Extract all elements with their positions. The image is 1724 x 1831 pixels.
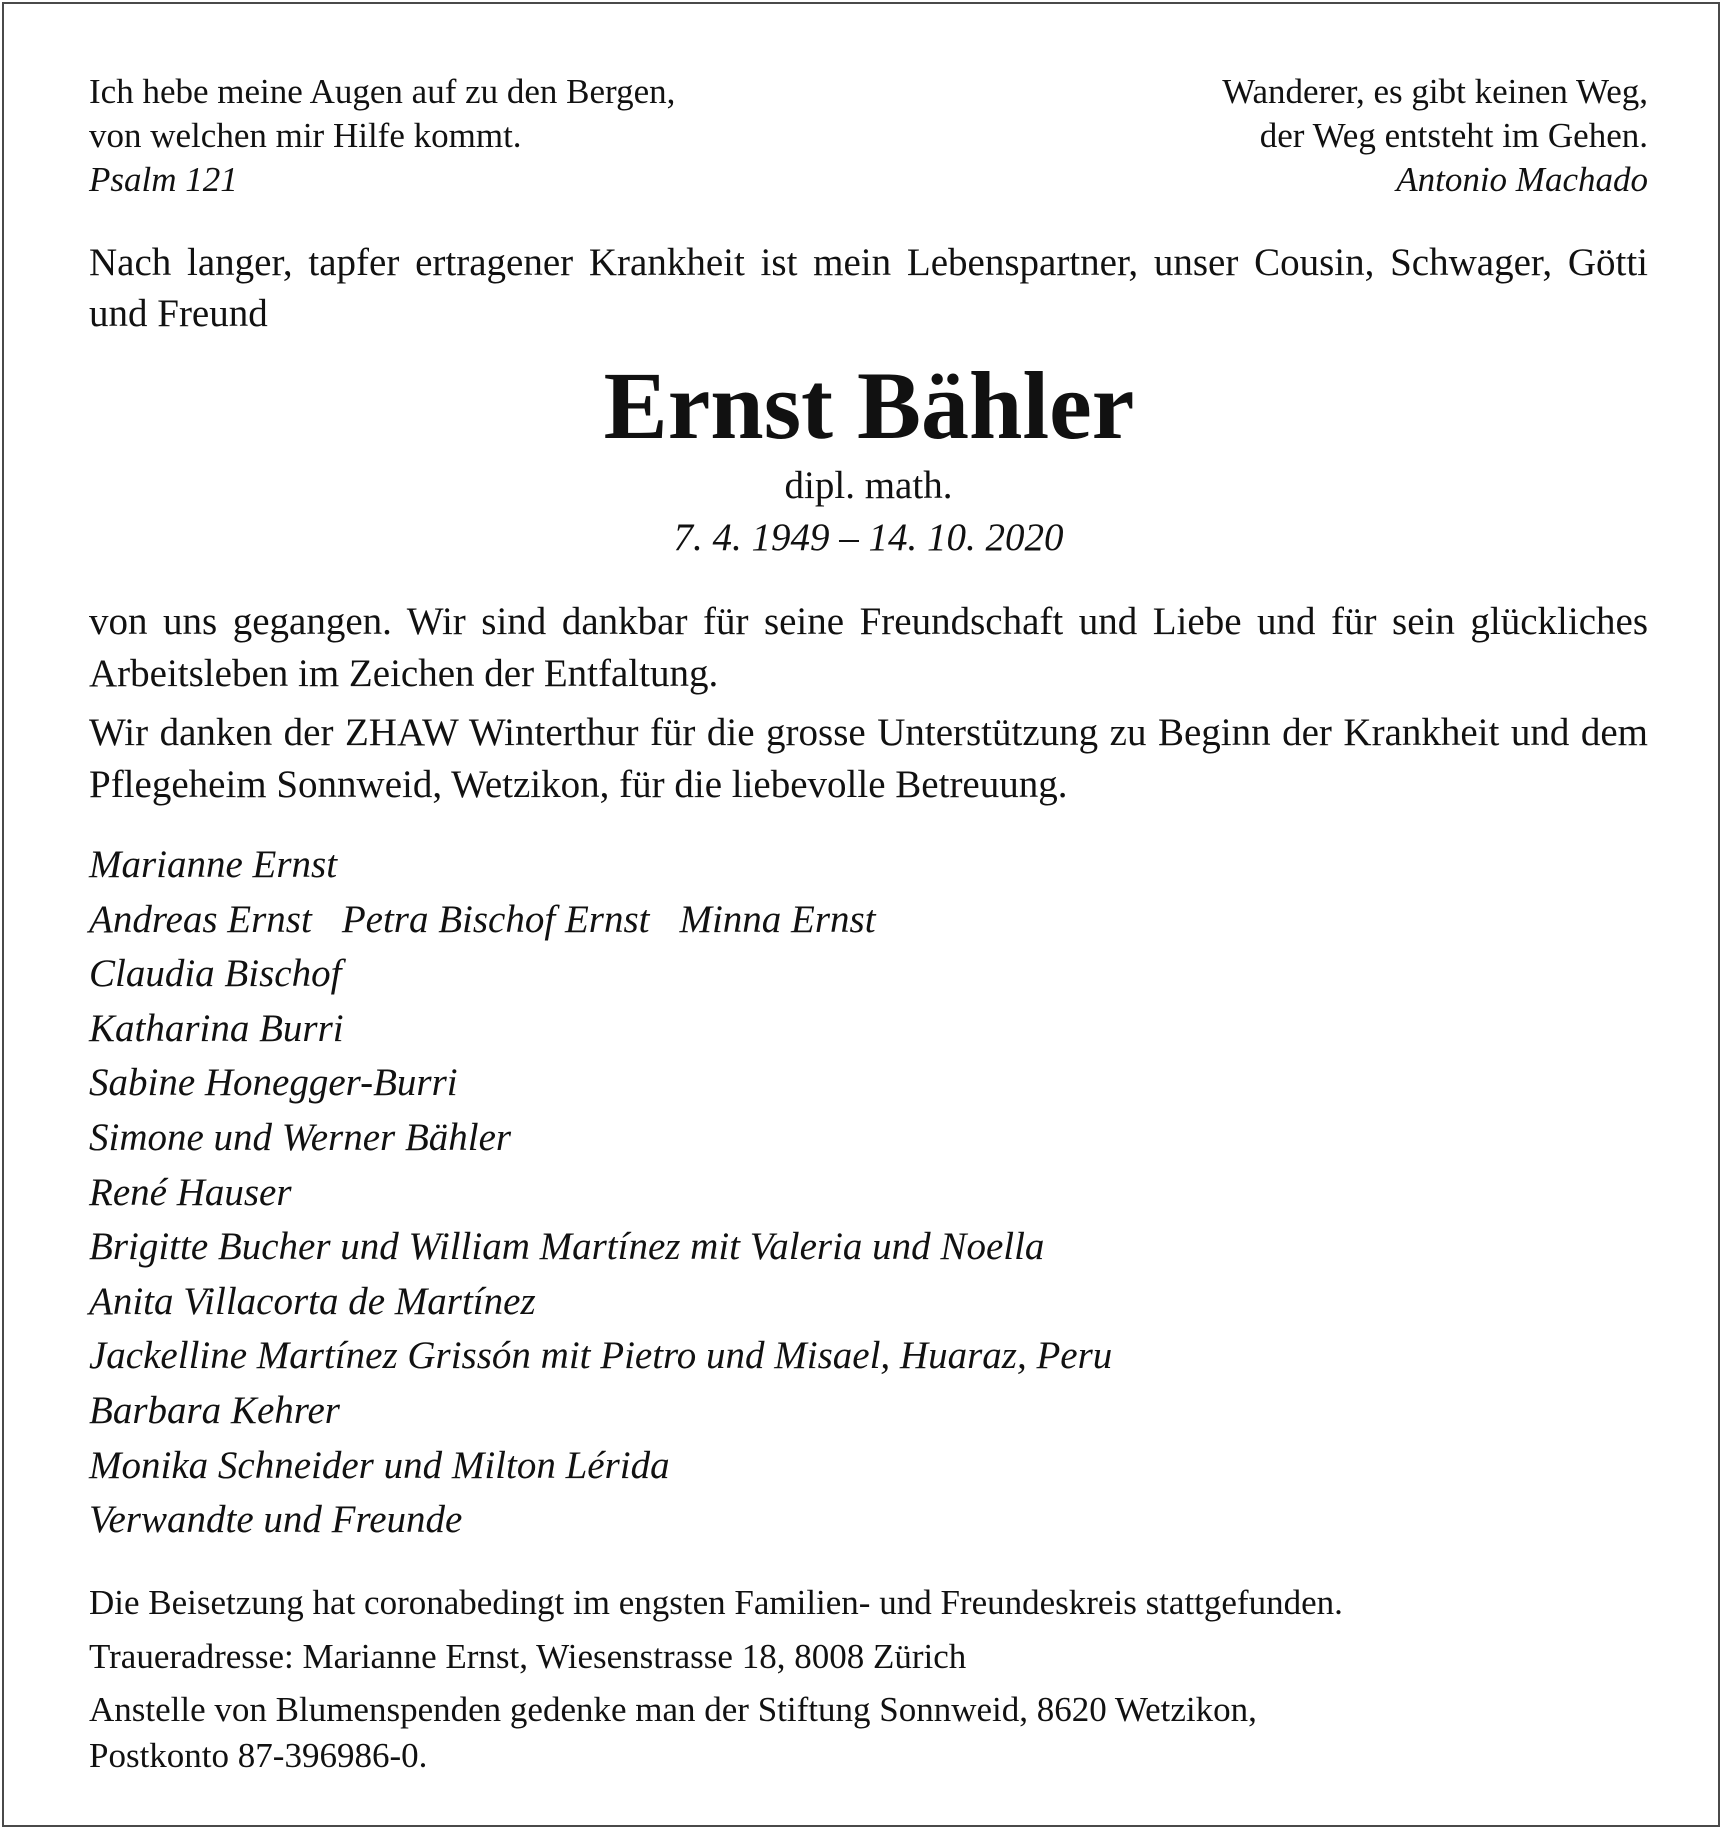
list-item — [89, 893, 1112, 948]
burial-note: Die Beisetzung hat coronabedingt im engsten Familien- und Freundeskreis stattgefunden. — [89, 1583, 1343, 1622]
postal-account: Postkonto 87-396986-0. — [89, 1736, 428, 1775]
quote-line: von welchen mir Hilfe kommt. — [89, 116, 522, 155]
list-item: Simone und Werner Bähler — [89, 1115, 512, 1159]
donation-note — [89, 1687, 1257, 1779]
mourning-address: Traueradresse: Marianne Ernst, Wiesenstrasse 18, 8008 Zürich — [89, 1637, 967, 1676]
intro-paragraph: Nach langer, tapfer ertragener Krankheit ist mein Lebenspartner, unser Cousin, Schwager, Götti und Freund — [89, 241, 1648, 335]
list-item: Monika Schneider und Milton Lérida — [89, 1443, 670, 1487]
deceased-name: Ernst Bähler — [603, 352, 1135, 459]
list-item: René Hauser — [89, 1170, 292, 1214]
machado-quote — [1222, 70, 1648, 202]
epigraph-quotes — [89, 70, 1648, 202]
list-item: Claudia Bischof — [89, 952, 342, 996]
list-item: Anita Villacorta de Martínez — [89, 1279, 536, 1323]
list-item: Brigitte Bucher und William Martínez mit Valeria und Noella — [89, 1225, 1045, 1269]
mourner-name: Petra Bischof Ernst — [341, 897, 650, 941]
gratitude-paragraph: von uns gegangen. Wir sind dankbar für seine Freundschaft und Liebe und für sein glückliches Arbeitsleben im Zeichen der Entfaltung. — [89, 600, 1648, 695]
list-item: Marianne Ernst — [89, 843, 338, 886]
list-item: Verwandte und Freunde — [89, 1498, 463, 1542]
donation-line: Anstelle von Blumenspenden gedenke man der Stiftung Sonnweid, 8620 Wetzikon, — [89, 1690, 1257, 1729]
list-item: Jackelline Martínez Grissón mit Pietro und Misael, Huaraz, Peru — [89, 1334, 1113, 1378]
thanks-paragraph: Wir danken der ZHAW Winterthur für die grosse Unterstützung zu Beginn der Krankheit und dem Pflegeheim Sonnweid, Wetzikon, für die liebevolle Betreuung. — [89, 711, 1648, 806]
quote-line: Wanderer, es gibt keinen Weg, — [1222, 72, 1648, 111]
mourner-name: Andreas Ernst — [89, 897, 312, 941]
life-dates: 7. 4. 1949 – 14. 10. 2020 — [673, 516, 1064, 559]
list-item: Barbara Kehrer — [89, 1388, 340, 1432]
quote-source: Psalm 121 — [89, 160, 238, 199]
psalm-quote — [89, 70, 675, 202]
academic-title: dipl. math. — [784, 464, 953, 507]
quote-source: Antonio Machado — [1396, 160, 1648, 199]
quote-line: Ich hebe meine Augen auf zu den Bergen, — [89, 72, 676, 111]
quote-line: der Weg entsteht im Gehen. — [1259, 116, 1648, 155]
mourner-name: Minna Ernst — [679, 897, 876, 941]
list-item: Katharina Burri — [89, 1006, 344, 1050]
list-item: Sabine Honegger-Burri — [89, 1061, 458, 1105]
mourners-list — [89, 838, 1112, 1548]
